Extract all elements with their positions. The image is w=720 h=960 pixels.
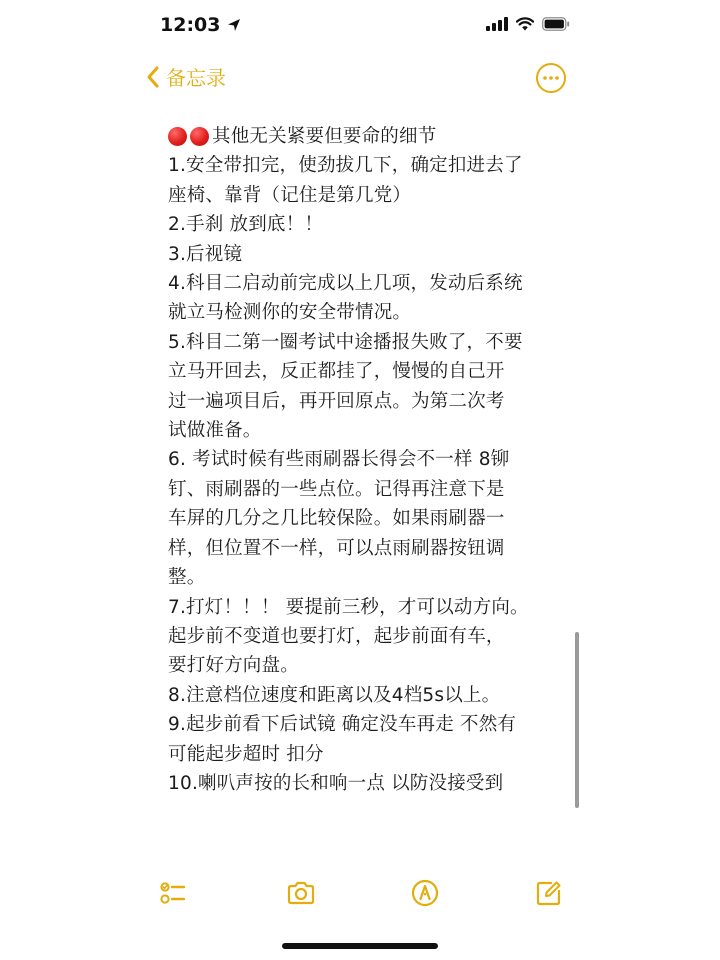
note-line: 可能起步超时 扣分 xyxy=(168,743,324,765)
note-title-text: 其他无关紧要但要命的细节 xyxy=(212,126,437,147)
note-title xyxy=(168,122,568,151)
bottom-toolbar xyxy=(0,876,720,916)
wifi-icon xyxy=(516,17,534,31)
status-indicators xyxy=(486,17,570,31)
note-line: 4.科目二启动前完成以上几项，发动后系统 xyxy=(168,273,523,295)
status-time xyxy=(160,14,242,36)
note-line: 就立马检测你的安全带情况。 xyxy=(168,302,412,324)
note-line: 8.注意档位速度和距离以及4档5s以上。 xyxy=(168,684,501,706)
cellular-signal-icon xyxy=(486,17,508,31)
chevron-left-icon xyxy=(146,66,160,88)
back-button[interactable] xyxy=(146,62,226,91)
more-options-button[interactable] xyxy=(536,63,566,93)
note-line: 座椅、靠背（记住是第几党） xyxy=(168,184,412,206)
compose-button[interactable] xyxy=(532,876,566,910)
note-line: 样，但位置不一样，可以点雨刷器按钮调 xyxy=(168,537,505,559)
note-line: 过一遍项目后，再开回原点。为第二次考 xyxy=(168,390,505,412)
battery-icon xyxy=(542,17,570,31)
ellipsis-icon xyxy=(543,76,559,80)
red-circle-emoji-icon xyxy=(168,127,187,146)
scroll-indicator[interactable] xyxy=(575,632,579,808)
location-arrow-icon xyxy=(226,17,242,33)
note-line: 1.安全带扣完，使劲拔几下，确定扣进去了 xyxy=(168,155,523,177)
note-line: 起步前不变道也要打灯，起步前面有车， xyxy=(168,625,505,647)
note-line: 车屏的几分之几比较保险。如果雨刷器一 xyxy=(168,508,505,530)
note-line: 试做准备。 xyxy=(168,420,262,442)
markup-icon xyxy=(410,878,440,908)
note-line: 要打好方向盘。 xyxy=(168,655,299,677)
note-line: 2.手刹 放到底！！ xyxy=(168,214,324,236)
status-bar xyxy=(0,0,720,52)
note-line: 整。 xyxy=(168,567,206,589)
note-line: 5.科目二第一圈考试中途播报失败了，不要 xyxy=(168,331,523,353)
nav-bar xyxy=(0,58,720,100)
camera-button[interactable] xyxy=(284,876,318,910)
back-button-label: 备忘录 xyxy=(166,66,226,90)
note-line: 立马开回去，反正都挂了，慢慢的自己开 xyxy=(168,361,505,383)
note-line: 10.喇叭声按的长和响一点 以防没接受到 xyxy=(168,772,504,794)
note-line: 3.后视镜 xyxy=(168,243,243,265)
markup-button[interactable] xyxy=(408,876,442,910)
checklist-icon xyxy=(158,878,188,908)
note-line: 钉、雨刷器的一些点位。记得再注意下是 xyxy=(168,478,505,500)
camera-icon xyxy=(286,878,316,908)
checklist-button[interactable] xyxy=(156,876,190,910)
note-line: 9.起步前看下后试镜 确定没车再走 不然有 xyxy=(168,714,517,736)
note-line: 6. 考试时候有些雨刷器长得会不一样 8铆 xyxy=(168,449,510,471)
note-line: 7.打灯！！！ 要提前三秒，才可以动方向。 xyxy=(168,596,529,618)
red-circle-emoji-icon xyxy=(190,127,209,146)
status-time-text: 12:03 xyxy=(160,14,221,36)
note-body[interactable] xyxy=(168,122,568,798)
home-indicator[interactable] xyxy=(282,943,438,949)
compose-icon xyxy=(534,878,564,908)
